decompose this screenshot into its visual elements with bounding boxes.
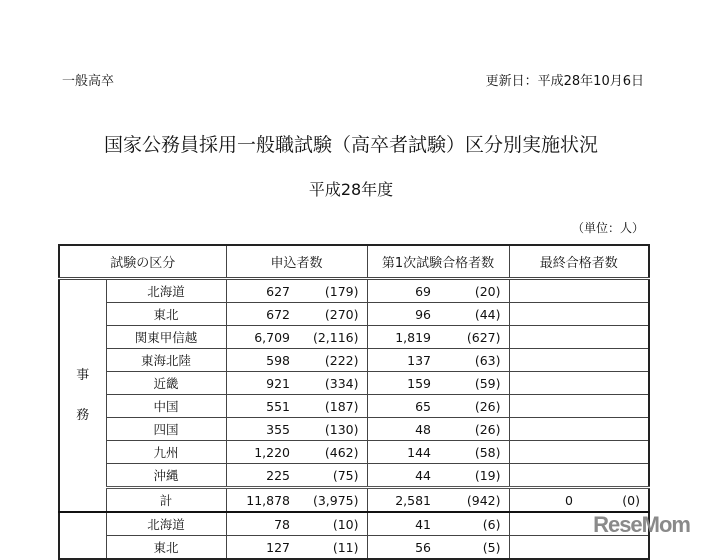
table-row: [59, 372, 649, 395]
app_f-cell: (3,975): [296, 488, 367, 513]
first-cell: 137: [367, 349, 437, 372]
final-cell: [509, 512, 579, 536]
final-cell: [509, 441, 579, 464]
app-cell: 921: [226, 372, 296, 395]
final-cell: [509, 349, 579, 372]
final_f-cell: [579, 418, 649, 441]
table-row: [59, 536, 649, 560]
region-cell: 四国: [106, 418, 226, 441]
final-cell: [509, 418, 579, 441]
app-cell: 1,220: [226, 441, 296, 464]
first_f-cell: (942): [437, 488, 509, 513]
app_f-cell: (75): [296, 464, 367, 488]
table-row: [59, 395, 649, 418]
final-cell: 0: [509, 488, 579, 513]
first_f-cell: (58): [437, 441, 509, 464]
first-cell: 44: [367, 464, 437, 488]
table-row: [59, 349, 649, 372]
table-row: [59, 512, 649, 536]
updated-date: 更新日：平成28年10月6日: [485, 74, 644, 89]
region-cell: 東海北陸: [106, 349, 226, 372]
first_f-cell: (44): [437, 303, 509, 326]
region-cell: 関東甲信越: [106, 326, 226, 349]
header-first-pass: 第1次試験合格者数: [367, 245, 509, 279]
final_f-cell: [579, 395, 649, 418]
first-cell: 48: [367, 418, 437, 441]
app_f-cell: (10): [296, 512, 367, 536]
final_f-cell: [579, 536, 649, 560]
group-label-2: [59, 512, 106, 559]
final-cell: [509, 464, 579, 488]
app-cell: 627: [226, 279, 296, 303]
header-final-pass: 最終合格者数: [509, 245, 649, 279]
final-cell: [509, 395, 579, 418]
final_f-cell: [579, 326, 649, 349]
first_f-cell: (20): [437, 279, 509, 303]
first_f-cell: (5): [437, 536, 509, 560]
table-row: [59, 488, 649, 513]
app-cell: 78: [226, 512, 296, 536]
app_f-cell: (334): [296, 372, 367, 395]
app_f-cell: (222): [296, 349, 367, 372]
first_f-cell: (59): [437, 372, 509, 395]
first_f-cell: (6): [437, 512, 509, 536]
region-cell: 九州: [106, 441, 226, 464]
final_f-cell: [579, 372, 649, 395]
table-row: [59, 326, 649, 349]
region-cell: 東北: [106, 536, 226, 560]
final_f-cell: [579, 441, 649, 464]
app_f-cell: (130): [296, 418, 367, 441]
final-cell: [509, 536, 579, 560]
first-cell: 144: [367, 441, 437, 464]
app_f-cell: (179): [296, 279, 367, 303]
results-table: [58, 244, 650, 560]
region-cell: 東北: [106, 303, 226, 326]
final_f-cell: [579, 303, 649, 326]
region-cell: 沖縄: [106, 464, 226, 488]
app_f-cell: (270): [296, 303, 367, 326]
unit-label: （単位：人）: [571, 221, 644, 235]
final_f-cell: [579, 349, 649, 372]
resemom-watermark-logo: ReseMom: [593, 512, 690, 537]
region-cell: 北海道: [106, 279, 226, 303]
first_f-cell: (19): [437, 464, 509, 488]
first-cell: 1,819: [367, 326, 437, 349]
region-cell: 近畿: [106, 372, 226, 395]
header-category: 試験の区分: [59, 245, 226, 279]
first_f-cell: (627): [437, 326, 509, 349]
first-cell: 2,581: [367, 488, 437, 513]
page-title: 国家公務員採用一般職試験（高卒者試験）区分別実施状況: [103, 134, 598, 156]
app-cell: 598: [226, 349, 296, 372]
table-row: [59, 464, 649, 488]
app-cell: 6,709: [226, 326, 296, 349]
table-header-row: [59, 245, 649, 279]
table-row: [59, 303, 649, 326]
final_f-cell: (0): [579, 488, 649, 513]
final-cell: [509, 279, 579, 303]
group-label-top: 事: [76, 367, 90, 383]
first-cell: 65: [367, 395, 437, 418]
first_f-cell: (26): [437, 395, 509, 418]
first_f-cell: (26): [437, 418, 509, 441]
app_f-cell: (187): [296, 395, 367, 418]
app-cell: 672: [226, 303, 296, 326]
region-cell: 北海道: [106, 512, 226, 536]
app_f-cell: (462): [296, 441, 367, 464]
first_f-cell: (63): [437, 349, 509, 372]
group-label-jimu: [59, 279, 106, 513]
first-cell: 56: [367, 536, 437, 560]
year-subtitle: 平成28年度: [308, 180, 394, 199]
app_f-cell: (11): [296, 536, 367, 560]
first-cell: 69: [367, 279, 437, 303]
app-cell: 551: [226, 395, 296, 418]
region-cell: 計: [106, 488, 226, 513]
app-cell: 355: [226, 418, 296, 441]
final_f-cell: [579, 279, 649, 303]
group-label-bottom: 務: [76, 407, 90, 423]
table-row: [59, 441, 649, 464]
final_f-cell: [579, 464, 649, 488]
final-cell: [509, 303, 579, 326]
final-cell: [509, 372, 579, 395]
table-row: [59, 279, 649, 303]
first-cell: 41: [367, 512, 437, 536]
header-applicants: 申込者数: [226, 245, 367, 279]
app-cell: 11,878: [226, 488, 296, 513]
first-cell: 159: [367, 372, 437, 395]
category-label: 一般高卒: [62, 74, 115, 89]
app-cell: 225: [226, 464, 296, 488]
final-cell: [509, 326, 579, 349]
region-cell: 中国: [106, 395, 226, 418]
app_f-cell: (2,116): [296, 326, 367, 349]
first-cell: 96: [367, 303, 437, 326]
app-cell: 127: [226, 536, 296, 560]
table-row: [59, 418, 649, 441]
